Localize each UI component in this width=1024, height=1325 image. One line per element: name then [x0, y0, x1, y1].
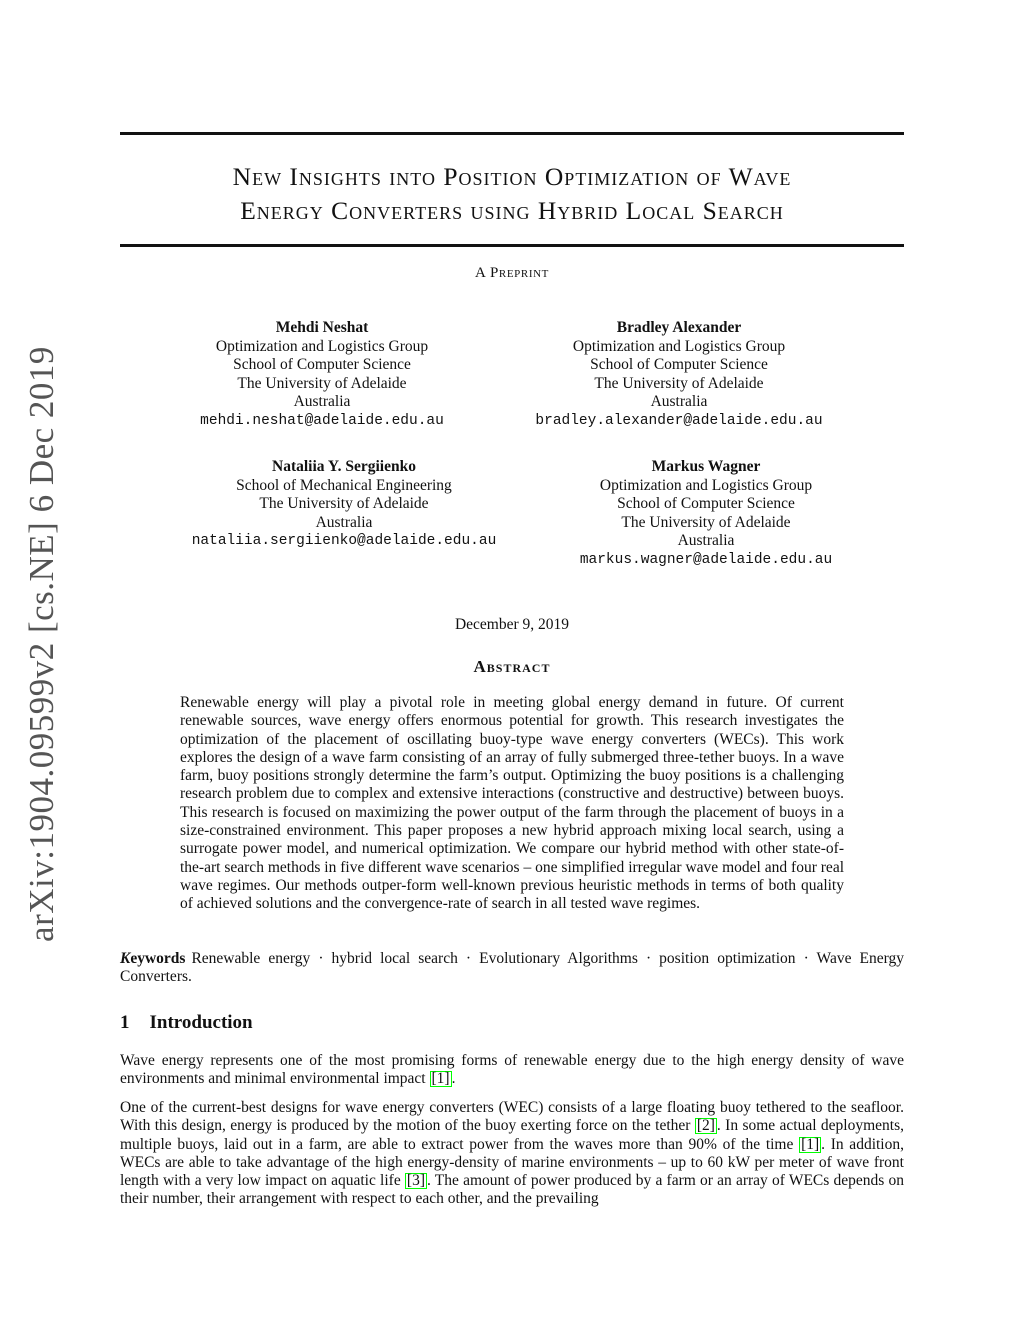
abstract-text: Renewable energy will play a pivotal role in meeting global energy demand in future. Of current renewable sources, wave energy offers enormous potential for growth. This research investigates the optimization of the placement of oscillating buoy-type wave energy converters (WECs). This work explores the design of a wave farm consisting of an array of fully submerged three-tether buoys. In a wave farm, buoy positions strongly determine the farm’s output. Optimizing the buoy positions is a challenging research problem due to complex and extensive interactions (constructive and destructive) between buoys. This research is focused on maximizing the power output of the farm through the placement of buoys in a size-constrained environment. This paper proposes a new hybrid approach mixing local search, using a surrogate power model, and numerical optimization. We compare our hybrid method with other state-of-the-art search methods in five different wave scenarios – one simplified irregular wave model and four real wave regimes. Our methods outper-form well-known previous heuristic methods in terms of both quality of achieved solutions and the convergence-rate of search in all tested wave regimes. [180, 694, 844, 913]
paragraph-text: . In some actual deployments, multiple buoys, laid out in a farm, are able to extract power from the waves more than 90% of the time [120, 1117, 904, 1153]
intro-paragraph [120, 1099, 904, 1209]
author-affiliation-line: Australia [677, 532, 735, 549]
keywords-label-rest: eywords [130, 950, 186, 967]
paragraph-text: One of the current-best designs for wave energy converters (WEC) consists of a large floating buoy tethered to the seafloor. With this design, energy is produced by the motion of the buoy exerting force on the tether [120, 1099, 904, 1135]
keywords-text: Renewable energy · hybrid local search · Evolutionary Algorithms · position optimization · Wave Energy Converters. [120, 950, 904, 986]
citation-link[interactable]: [1] [431, 1070, 450, 1088]
author-email[interactable]: bradley.alexander@adelaide.edu.au [535, 412, 823, 429]
author-block [560, 458, 852, 569]
author-affiliation-line: School of Computer Science [233, 356, 411, 373]
author-block [172, 458, 516, 551]
section-title: Introduction [149, 1012, 253, 1033]
section-number: 1 [120, 1012, 130, 1033]
paragraph-text: Wave energy represents one of the most promising forms of renewable energy due to the high energy density of wave environments and minimal environmental impact [120, 1052, 904, 1088]
author-affiliation-line: School of Computer Science [590, 356, 768, 373]
author-affiliation-line: Australia [315, 513, 373, 531]
section-heading [120, 1012, 253, 1034]
author-affiliation-line: School of Computer Science [617, 495, 795, 512]
author-email[interactable]: nataliia.sergiienko@adelaide.edu.au [191, 533, 497, 549]
author-affiliation-line: Optimization and Logistics Group [599, 476, 813, 494]
title-top-rule [120, 132, 904, 135]
citation-link[interactable]: [2] [696, 1117, 715, 1135]
author-name: Mehdi Neshat [275, 319, 369, 336]
author-name: Nataliia Y. Sergiienko [272, 458, 416, 475]
citation-link[interactable]: [1] [801, 1135, 820, 1153]
author-name: Bradley Alexander [616, 319, 742, 336]
abstract-heading: Abstract [473, 657, 551, 676]
title-line-1: New Insights into Position Optimization of Wave [232, 162, 792, 191]
author-affiliation-line: The University of Adelaide [621, 513, 791, 531]
title-line-2: Energy Converters using Hybrid Local Search [240, 196, 784, 225]
author-block [172, 319, 472, 430]
author-name: Markus Wagner [651, 458, 761, 475]
author-affiliation-line: The University of Adelaide [259, 495, 429, 512]
author-affiliation-line: The University of Adelaide [594, 374, 764, 392]
author-affiliation-line: Optimization and Logistics Group [215, 337, 429, 355]
title-bottom-rule [120, 244, 904, 247]
paper-title [120, 160, 904, 228]
author-email[interactable]: mehdi.neshat@adelaide.edu.au [200, 412, 444, 429]
intro-paragraph [120, 1052, 904, 1089]
author-affiliation-line: The University of Adelaide [237, 374, 407, 392]
preprint-label: A Preprint [475, 265, 549, 281]
author-affiliation-line: Optimization and Logistics Group [572, 337, 786, 355]
paragraph-text: . In addition, WECs are able to take advantage of the high energy-density of marine environments – up to 60 kW per meter of wave front length with a very low impact on aquatic life [120, 1135, 904, 1190]
keywords-label-initial: K [120, 950, 131, 967]
keywords-label [120, 950, 185, 967]
paragraph-text: . [451, 1070, 456, 1088]
author-affiliation-line: School of Mechanical Engineering [236, 476, 452, 494]
author-affiliation-line: Australia [650, 393, 708, 410]
paragraph-text: . The amount of power produced by a farm or an array of WECs depends on their number, their arrangement with respect to each other, and the prevailing [120, 1172, 905, 1208]
publication-date: December 9, 2019 [454, 616, 570, 633]
author-email[interactable]: markus.wagner@adelaide.edu.au [579, 551, 833, 568]
citation-link[interactable]: [3] [406, 1172, 425, 1190]
keywords-line [120, 950, 904, 987]
author-affiliation-line: Australia [293, 393, 351, 410]
author-block [508, 319, 850, 430]
arxiv-identifier: arXiv:1904.09599v2 [cs.NE] 6 Dec 2019 [22, 346, 61, 942]
